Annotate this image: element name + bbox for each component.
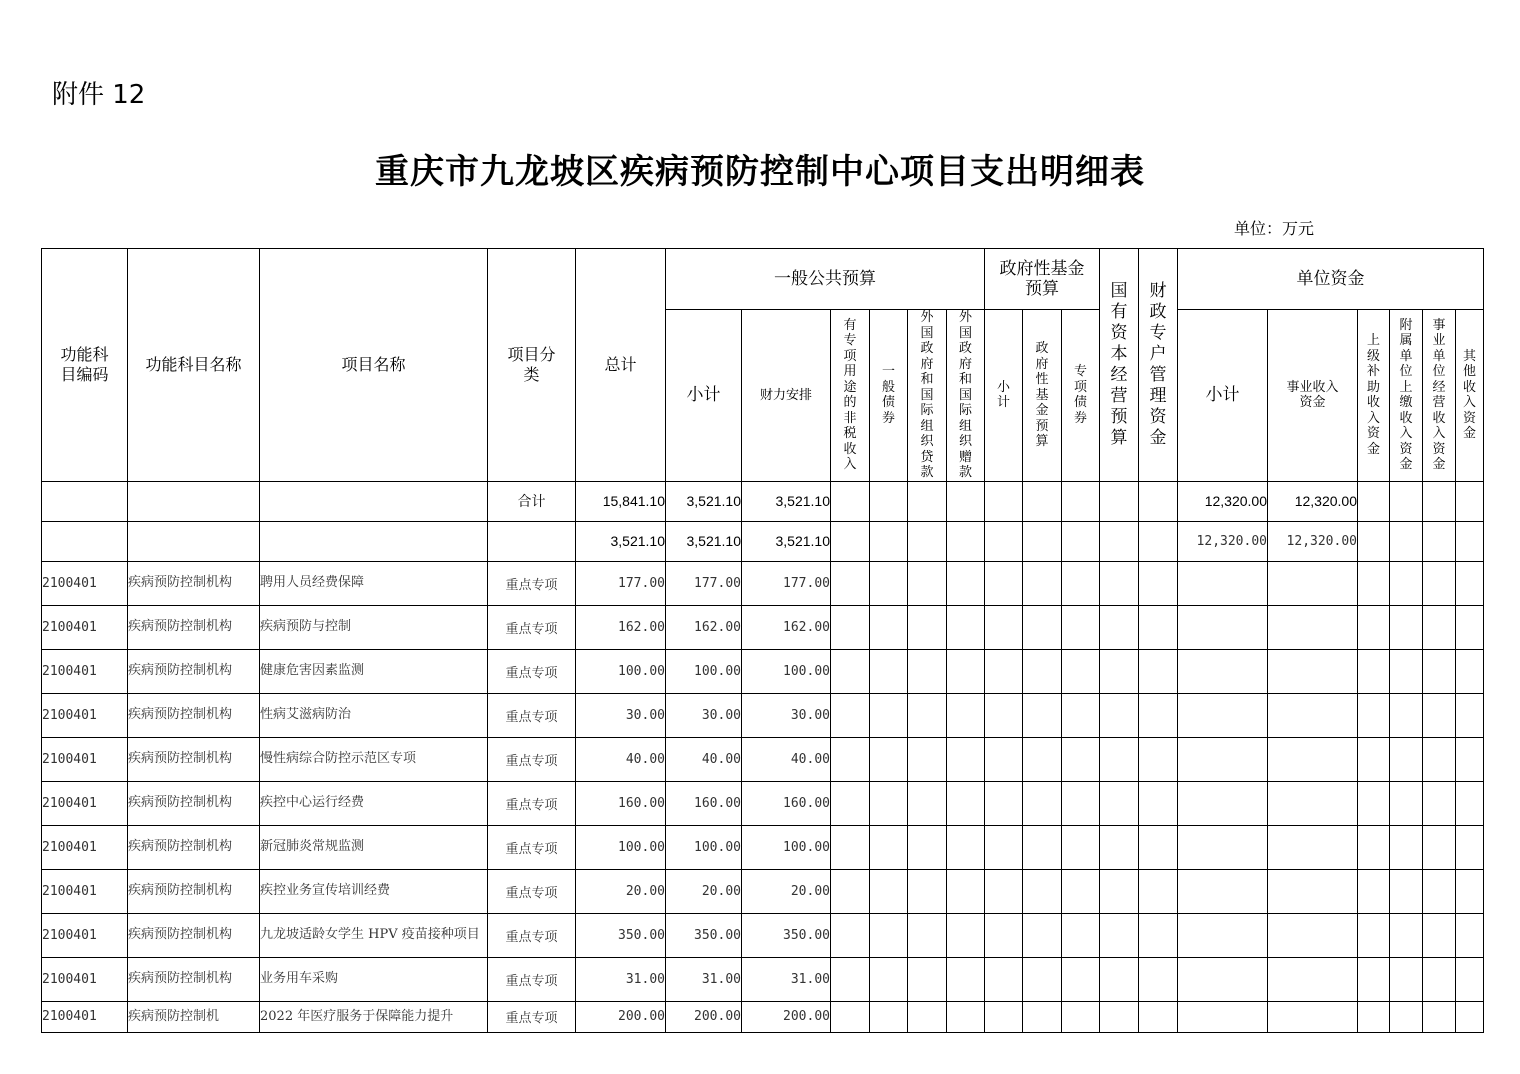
empty-cell <box>870 869 908 913</box>
empty-cell <box>908 693 947 737</box>
empty-cell <box>1139 957 1178 1001</box>
empty-cell <box>1023 869 1062 913</box>
project-name-cell: 疾控中心运行经费 <box>260 781 488 825</box>
summary-row-total <box>42 481 1484 521</box>
gp-fiscal-cell: 162.00 <box>742 605 831 649</box>
table-row <box>42 825 1484 869</box>
empty-cell <box>870 957 908 1001</box>
table-row <box>42 693 1484 737</box>
empty-cell <box>1423 957 1456 1001</box>
empty-cell <box>1423 561 1456 605</box>
empty-cell <box>1456 869 1484 913</box>
empty-cell <box>1100 1001 1139 1032</box>
expenditure-table <box>41 248 1484 1033</box>
header-uf-affiliated-remit: 附属单位上缴收入资金 <box>1390 310 1423 482</box>
empty-cell <box>1139 869 1178 913</box>
empty-cell <box>870 825 908 869</box>
empty-cell <box>1390 605 1423 649</box>
empty-cell <box>1100 737 1139 781</box>
empty-cell <box>1139 737 1178 781</box>
func-name-cell: 疾病预防控制机构 <box>128 737 260 781</box>
empty-cell <box>831 913 870 957</box>
empty-cell <box>1062 781 1100 825</box>
empty-cell <box>1268 869 1358 913</box>
empty-cell <box>1023 957 1062 1001</box>
header-gf-special-bond: 专项债券 <box>1062 310 1100 482</box>
empty-cell <box>1023 825 1062 869</box>
total-cell: 100.00 <box>576 825 666 869</box>
header-general-budget: 一般公共预算 <box>666 249 985 310</box>
header-func-code: 功能科目编码 <box>42 249 128 482</box>
empty-cell <box>1268 605 1358 649</box>
func-name-cell: 疾病预防控制机 <box>128 1001 260 1032</box>
empty-cell <box>1268 693 1358 737</box>
summary-gp-subtotal: 3,521.10 <box>666 481 742 521</box>
func-code-cell: 2100401 <box>42 825 128 869</box>
project-category-cell: 重点专项 <box>488 869 576 913</box>
gp-fiscal-cell: 20.00 <box>742 869 831 913</box>
project-name-cell: 九龙坡适龄女学生 HPV 疫苗接种项目 <box>260 913 488 957</box>
total-cell: 30.00 <box>576 693 666 737</box>
empty-cell <box>1139 649 1178 693</box>
gp-fiscal-cell: 200.00 <box>742 1001 831 1032</box>
gp-subtotal-cell: 100.00 <box>666 649 742 693</box>
empty-cell <box>1456 737 1484 781</box>
empty-cell <box>1062 737 1100 781</box>
header-state-capital: 国有资本经营预算 <box>1100 249 1139 482</box>
table-row <box>42 649 1484 693</box>
header-gov-fund-budget: 政府性基金预算 <box>985 249 1100 310</box>
empty-cell <box>870 649 908 693</box>
func-name-cell: 疾病预防控制机构 <box>128 649 260 693</box>
empty-cell <box>831 957 870 1001</box>
empty-cell <box>947 1001 985 1032</box>
header-gp-subtotal: 小计 <box>666 310 742 482</box>
empty-cell <box>1062 605 1100 649</box>
summary-gp-fiscal: 3,521.10 <box>742 481 831 521</box>
gp-subtotal-cell: 40.00 <box>666 737 742 781</box>
func-code-cell: 2100401 <box>42 957 128 1001</box>
project-category-cell: 重点专项 <box>488 957 576 1001</box>
empty-cell <box>1100 781 1139 825</box>
empty-cell <box>985 561 1023 605</box>
empty-cell <box>1456 649 1484 693</box>
empty-cell <box>1423 605 1456 649</box>
empty-cell <box>1268 649 1358 693</box>
empty-cell <box>831 605 870 649</box>
empty-cell <box>1358 825 1390 869</box>
func-code-cell: 2100401 <box>42 869 128 913</box>
page-title: 重庆市九龙坡区疾病预防控制中心项目支出明细表 <box>375 152 1145 192</box>
empty-cell <box>1178 1001 1268 1032</box>
empty-cell <box>1268 561 1358 605</box>
func-name-cell: 疾病预防控制机构 <box>128 781 260 825</box>
empty-cell <box>908 781 947 825</box>
table-row <box>42 1001 1484 1032</box>
gp-fiscal-cell: 100.00 <box>742 649 831 693</box>
empty-cell <box>1423 649 1456 693</box>
empty-cell <box>1390 825 1423 869</box>
empty-cell <box>831 1001 870 1032</box>
empty-cell <box>1456 957 1484 1001</box>
empty-cell <box>1100 957 1139 1001</box>
project-name-cell: 慢性病综合防控示范区专项 <box>260 737 488 781</box>
empty-cell <box>1456 605 1484 649</box>
func-code-cell: 2100401 <box>42 737 128 781</box>
empty-cell <box>1358 693 1390 737</box>
header-gp-general-bond: 一般债券 <box>870 310 908 482</box>
empty-cell <box>1390 1001 1423 1032</box>
summary-row-subtotal <box>42 521 1484 561</box>
empty-cell <box>1139 825 1178 869</box>
empty-cell <box>831 693 870 737</box>
project-name-cell: 新冠肺炎常规监测 <box>260 825 488 869</box>
summary-total: 15,841.10 <box>576 481 666 521</box>
project-name-cell: 聘用人员经费保障 <box>260 561 488 605</box>
empty-cell <box>1139 605 1178 649</box>
empty-cell <box>1423 869 1456 913</box>
empty-cell <box>1023 781 1062 825</box>
empty-cell <box>870 561 908 605</box>
empty-cell <box>947 913 985 957</box>
empty-cell <box>947 825 985 869</box>
empty-cell <box>908 825 947 869</box>
empty-cell <box>1062 561 1100 605</box>
empty-cell <box>985 781 1023 825</box>
func-name-cell: 疾病预防控制机构 <box>128 561 260 605</box>
empty-cell <box>1456 913 1484 957</box>
header-uf-subtotal: 小计 <box>1178 310 1268 482</box>
empty-cell <box>1062 825 1100 869</box>
gp-fiscal-cell: 31.00 <box>742 957 831 1001</box>
summary-uf-subtotal: 12,320.00 <box>1178 521 1268 561</box>
table-row <box>42 737 1484 781</box>
empty-cell <box>1023 1001 1062 1032</box>
empty-cell <box>1139 781 1178 825</box>
func-name-cell: 疾病预防控制机构 <box>128 605 260 649</box>
func-code-cell: 2100401 <box>42 649 128 693</box>
project-name-cell: 健康危害因素监测 <box>260 649 488 693</box>
header-fiscal-special: 财政专户管理资金 <box>1139 249 1178 482</box>
empty-cell <box>1423 825 1456 869</box>
empty-cell <box>947 957 985 1001</box>
empty-cell <box>908 869 947 913</box>
summary-label: 合计 <box>488 481 576 521</box>
empty-cell <box>870 693 908 737</box>
empty-cell <box>870 737 908 781</box>
gp-subtotal-cell: 31.00 <box>666 957 742 1001</box>
empty-cell <box>1358 561 1390 605</box>
empty-cell <box>947 781 985 825</box>
empty-cell <box>1390 693 1423 737</box>
empty-cell <box>908 913 947 957</box>
empty-cell <box>1358 605 1390 649</box>
empty-cell <box>831 825 870 869</box>
empty-cell <box>947 693 985 737</box>
func-code-cell: 2100401 <box>42 1001 128 1032</box>
empty-cell <box>1358 781 1390 825</box>
header-uf-operating-income: 事业单位经营收入资金 <box>1423 310 1456 482</box>
empty-cell <box>1100 649 1139 693</box>
total-cell: 31.00 <box>576 957 666 1001</box>
empty-cell <box>1390 737 1423 781</box>
empty-cell <box>870 605 908 649</box>
header-gf-subtotal: 小计 <box>985 310 1023 482</box>
project-category-cell: 重点专项 <box>488 561 576 605</box>
empty-cell <box>1023 913 1062 957</box>
header-project-name: 项目名称 <box>260 249 488 482</box>
unit-label: 单位：万元 <box>1234 219 1315 238</box>
empty-cell <box>1358 913 1390 957</box>
empty-cell <box>1456 693 1484 737</box>
empty-cell <box>947 649 985 693</box>
empty-cell <box>908 957 947 1001</box>
gp-subtotal-cell: 200.00 <box>666 1001 742 1032</box>
func-name-cell: 疾病预防控制机构 <box>128 913 260 957</box>
empty-cell <box>1100 605 1139 649</box>
header-project-category: 项目分类 <box>488 249 576 482</box>
func-name-cell: 疾病预防控制机构 <box>128 825 260 869</box>
empty-cell <box>985 737 1023 781</box>
header-uf-business-income: 事业收入资金 <box>1268 310 1358 482</box>
empty-cell <box>831 737 870 781</box>
empty-cell <box>1100 693 1139 737</box>
empty-cell <box>985 957 1023 1001</box>
table-row <box>42 869 1484 913</box>
summary-uf-business: 12,320.00 <box>1268 481 1358 521</box>
empty-cell <box>1358 869 1390 913</box>
empty-cell <box>1456 561 1484 605</box>
project-name-cell: 2022 年医疗服务于保障能力提升 <box>260 1001 488 1032</box>
empty-cell <box>1139 693 1178 737</box>
project-name-cell: 疾控业务宣传培训经费 <box>260 869 488 913</box>
gp-subtotal-cell: 162.00 <box>666 605 742 649</box>
summary-label <box>488 521 576 561</box>
header-gp-special-nontax: 有专项用途的非税收入 <box>831 310 870 482</box>
header-unit-funds: 单位资金 <box>1178 249 1484 310</box>
func-name-cell: 疾病预防控制机构 <box>128 869 260 913</box>
empty-cell <box>1423 781 1456 825</box>
header-total: 总计 <box>576 249 666 482</box>
empty-cell <box>831 869 870 913</box>
project-category-cell: 重点专项 <box>488 825 576 869</box>
gp-fiscal-cell: 100.00 <box>742 825 831 869</box>
header-func-name: 功能科目名称 <box>128 249 260 482</box>
total-cell: 177.00 <box>576 561 666 605</box>
empty-cell <box>1178 605 1268 649</box>
header-gf-budget: 政府性基金预算 <box>1023 310 1062 482</box>
empty-cell <box>870 913 908 957</box>
empty-cell <box>1358 737 1390 781</box>
empty-cell <box>947 737 985 781</box>
table-row <box>42 913 1484 957</box>
header-gp-foreign-loan: 外国政府和国际组织贷款 <box>908 310 947 482</box>
empty-cell <box>1390 913 1423 957</box>
empty-cell <box>1456 781 1484 825</box>
empty-cell <box>1178 957 1268 1001</box>
empty-cell <box>831 781 870 825</box>
empty-cell <box>1023 605 1062 649</box>
gp-fiscal-cell: 40.00 <box>742 737 831 781</box>
gp-fiscal-cell: 177.00 <box>742 561 831 605</box>
gp-subtotal-cell: 350.00 <box>666 913 742 957</box>
empty-cell <box>1023 561 1062 605</box>
empty-cell <box>1390 561 1423 605</box>
table-row <box>42 561 1484 605</box>
total-cell: 100.00 <box>576 649 666 693</box>
project-category-cell: 重点专项 <box>488 1001 576 1032</box>
empty-cell <box>831 561 870 605</box>
empty-cell <box>908 649 947 693</box>
empty-cell <box>1178 781 1268 825</box>
func-code-cell: 2100401 <box>42 913 128 957</box>
table-row <box>42 957 1484 1001</box>
empty-cell <box>1139 1001 1178 1032</box>
project-category-cell: 重点专项 <box>488 649 576 693</box>
empty-cell <box>1062 693 1100 737</box>
empty-cell <box>1062 957 1100 1001</box>
empty-cell <box>1100 561 1139 605</box>
empty-cell <box>1358 957 1390 1001</box>
empty-cell <box>985 869 1023 913</box>
empty-cell <box>1268 825 1358 869</box>
empty-cell <box>947 869 985 913</box>
gp-subtotal-cell: 160.00 <box>666 781 742 825</box>
project-category-cell: 重点专项 <box>488 605 576 649</box>
func-code-cell: 2100401 <box>42 693 128 737</box>
project-category-cell: 重点专项 <box>488 693 576 737</box>
empty-cell <box>1423 693 1456 737</box>
table-row <box>42 605 1484 649</box>
project-name-cell: 性病艾滋病防治 <box>260 693 488 737</box>
header-gp-foreign-grant: 外国政府和国际组织赠款 <box>947 310 985 482</box>
gp-fiscal-cell: 30.00 <box>742 693 831 737</box>
empty-cell <box>908 561 947 605</box>
summary-uf-business: 12,320.00 <box>1268 521 1358 561</box>
empty-cell <box>908 1001 947 1032</box>
project-category-cell: 重点专项 <box>488 737 576 781</box>
empty-cell <box>1268 737 1358 781</box>
empty-cell <box>1062 1001 1100 1032</box>
empty-cell <box>908 737 947 781</box>
empty-cell <box>1423 913 1456 957</box>
total-cell: 162.00 <box>576 605 666 649</box>
empty-cell <box>1178 825 1268 869</box>
project-name-cell: 业务用车采购 <box>260 957 488 1001</box>
project-category-cell: 重点专项 <box>488 913 576 957</box>
total-cell: 160.00 <box>576 781 666 825</box>
empty-cell <box>1268 913 1358 957</box>
empty-cell <box>985 693 1023 737</box>
empty-cell <box>985 825 1023 869</box>
empty-cell <box>1178 693 1268 737</box>
gp-subtotal-cell: 177.00 <box>666 561 742 605</box>
empty-cell <box>1423 737 1456 781</box>
project-name-cell: 疾病预防与控制 <box>260 605 488 649</box>
gp-fiscal-cell: 160.00 <box>742 781 831 825</box>
empty-cell <box>1268 781 1358 825</box>
func-name-cell: 疾病预防控制机构 <box>128 957 260 1001</box>
empty-cell <box>1268 957 1358 1001</box>
summary-gp-subtotal: 3,521.10 <box>666 521 742 561</box>
gp-subtotal-cell: 100.00 <box>666 825 742 869</box>
empty-cell <box>1456 1001 1484 1032</box>
empty-cell <box>1390 649 1423 693</box>
total-cell: 40.00 <box>576 737 666 781</box>
total-cell: 350.00 <box>576 913 666 957</box>
header-gp-fiscal: 财力安排 <box>742 310 831 482</box>
project-category-cell: 重点专项 <box>488 781 576 825</box>
empty-cell <box>1062 649 1100 693</box>
header-uf-superior-subsidy: 上级补助收入资金 <box>1358 310 1390 482</box>
empty-cell <box>1178 649 1268 693</box>
summary-total: 3,521.10 <box>576 521 666 561</box>
empty-cell <box>1390 869 1423 913</box>
empty-cell <box>1456 825 1484 869</box>
total-cell: 200.00 <box>576 1001 666 1032</box>
empty-cell <box>1423 1001 1456 1032</box>
func-name-cell: 疾病预防控制机构 <box>128 693 260 737</box>
empty-cell <box>870 781 908 825</box>
empty-cell <box>947 561 985 605</box>
empty-cell <box>985 1001 1023 1032</box>
empty-cell <box>831 649 870 693</box>
gp-fiscal-cell: 350.00 <box>742 913 831 957</box>
attachment-label: 附件 12 <box>52 80 146 110</box>
empty-cell <box>1139 913 1178 957</box>
empty-cell <box>1023 737 1062 781</box>
empty-cell <box>1268 1001 1358 1032</box>
empty-cell <box>985 913 1023 957</box>
empty-cell <box>1178 561 1268 605</box>
total-cell: 20.00 <box>576 869 666 913</box>
empty-cell <box>870 1001 908 1032</box>
empty-cell <box>1100 913 1139 957</box>
empty-cell <box>1178 737 1268 781</box>
gp-subtotal-cell: 20.00 <box>666 869 742 913</box>
empty-cell <box>985 649 1023 693</box>
empty-cell <box>1358 1001 1390 1032</box>
summary-gp-fiscal: 3,521.10 <box>742 521 831 561</box>
empty-cell <box>1023 693 1062 737</box>
empty-cell <box>1100 825 1139 869</box>
empty-cell <box>1358 649 1390 693</box>
empty-cell <box>1023 649 1062 693</box>
func-code-cell: 2100401 <box>42 605 128 649</box>
empty-cell <box>1062 869 1100 913</box>
empty-cell <box>1178 869 1268 913</box>
summary-uf-subtotal: 12,320.00 <box>1178 481 1268 521</box>
empty-cell <box>1178 913 1268 957</box>
empty-cell <box>1390 781 1423 825</box>
empty-cell <box>1139 561 1178 605</box>
gp-subtotal-cell: 30.00 <box>666 693 742 737</box>
header-uf-other-income: 其他收入资金 <box>1456 310 1484 482</box>
func-code-cell: 2100401 <box>42 781 128 825</box>
empty-cell <box>908 605 947 649</box>
empty-cell <box>1062 913 1100 957</box>
empty-cell <box>1100 869 1139 913</box>
empty-cell <box>1390 957 1423 1001</box>
func-code-cell: 2100401 <box>42 561 128 605</box>
empty-cell <box>985 605 1023 649</box>
empty-cell <box>947 605 985 649</box>
table-row <box>42 781 1484 825</box>
